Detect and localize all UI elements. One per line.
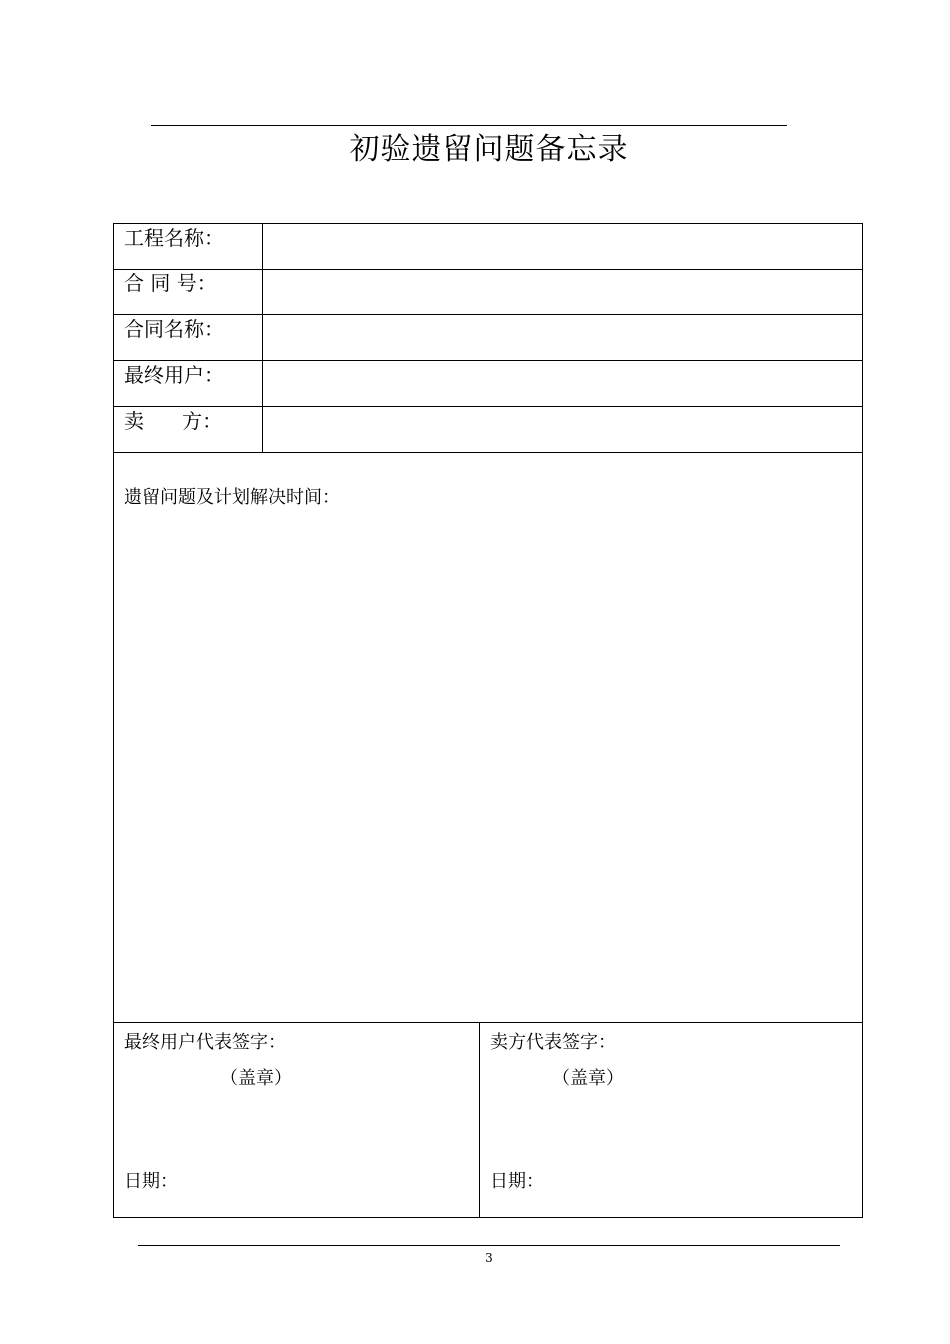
project-name-label: 工程名称： xyxy=(124,226,224,250)
field-label-cell xyxy=(114,269,263,314)
field-label-cell xyxy=(114,224,263,269)
remaining-issues-section[interactable] xyxy=(114,453,862,1023)
seller-signature-label: 卖方代表签字： xyxy=(490,1032,616,1053)
remaining-issues-label: 遗留问题及计划解决时间： xyxy=(124,487,340,508)
end-user-signature-label: 最终用户代表签字： xyxy=(124,1032,286,1053)
field-row-project-name xyxy=(114,224,862,270)
end-user-signature-section[interactable] xyxy=(114,1022,480,1217)
field-row-contract-number xyxy=(114,269,862,315)
field-row-contract-name xyxy=(114,315,862,361)
seller-date-label: 日期： xyxy=(490,1171,544,1192)
field-label-cell xyxy=(114,361,263,406)
contract-number-label: 合 同 号： xyxy=(124,271,217,295)
end-user-date-label: 日期： xyxy=(124,1171,178,1192)
page-number: 3 xyxy=(485,1251,493,1265)
field-row-seller xyxy=(114,407,862,453)
end-user-seal-label: （盖章） xyxy=(220,1068,292,1089)
field-row-end-user xyxy=(114,361,862,407)
field-label-cell xyxy=(114,407,263,452)
seller-seal-label: （盖章） xyxy=(552,1068,624,1089)
memo-form xyxy=(113,223,863,1218)
seller-signature-section[interactable] xyxy=(480,1022,862,1217)
contract-name-label: 合同名称： xyxy=(124,317,224,341)
footer-rule xyxy=(138,1245,840,1246)
header-rule xyxy=(151,125,787,126)
page-title: 初验遗留问题备忘录 xyxy=(349,132,629,167)
end-user-label: 最终用户： xyxy=(124,363,224,387)
seller-label: 卖 方： xyxy=(124,409,223,433)
field-label-cell xyxy=(114,315,263,360)
